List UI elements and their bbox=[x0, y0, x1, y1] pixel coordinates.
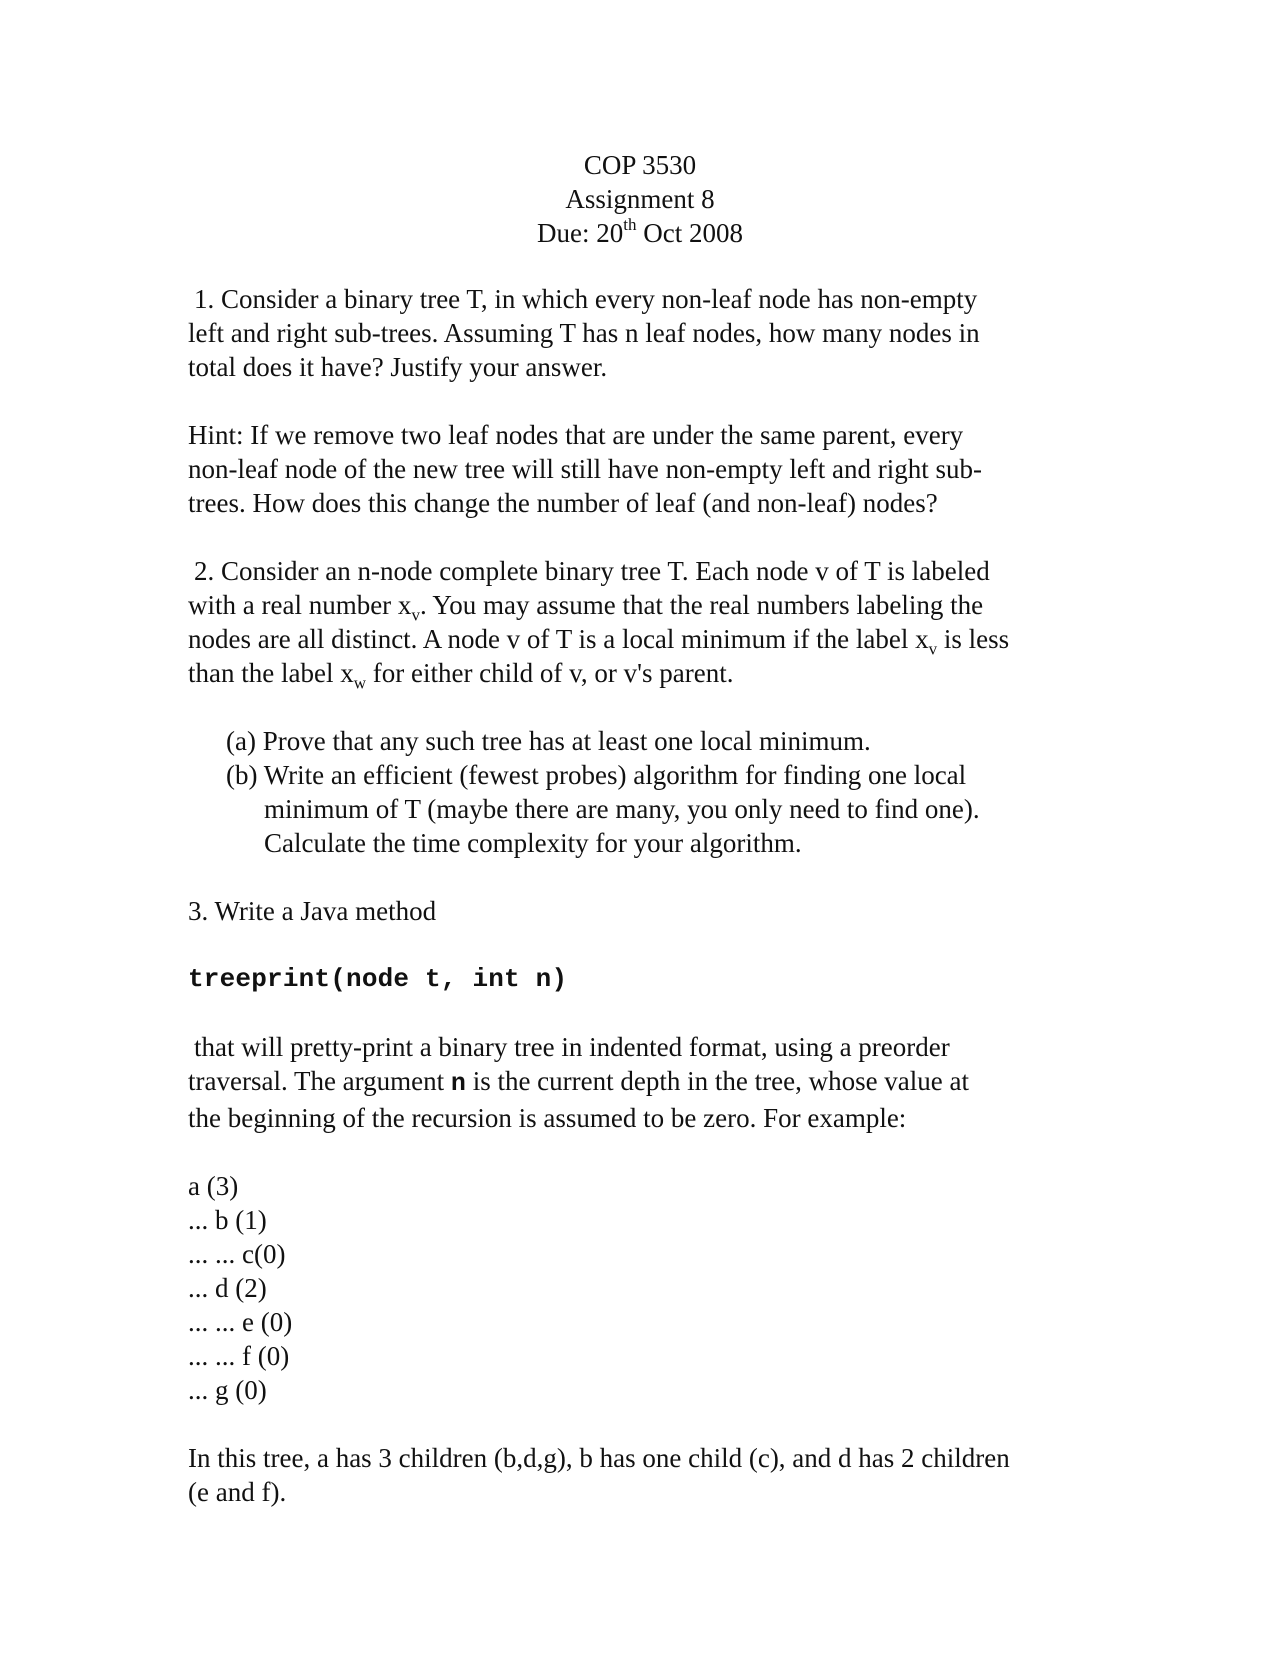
q2-subscript: v bbox=[411, 605, 420, 625]
q2-line bbox=[188, 622, 1108, 659]
due-date bbox=[0, 216, 1280, 250]
q3-closing: In this tree, a has 3 children (b,d,g), b has one child (c), and d has 2 children bbox=[188, 1443, 1010, 1473]
q1-line: total does it have? Justify your answer. bbox=[188, 352, 608, 382]
method-signature: treeprint(node t, int n) bbox=[188, 964, 568, 994]
assignment-title: Assignment 8 bbox=[565, 184, 715, 214]
part-text: Prove that any such tree has at least one local minimum. bbox=[262, 726, 871, 756]
part-label: (a) bbox=[226, 726, 256, 756]
question-2 bbox=[188, 554, 1108, 860]
document-body bbox=[188, 282, 1108, 1509]
part-text: Write an efficient (fewest probes) algorithm for finding one local bbox=[263, 760, 967, 790]
tree-line: ... d (2) bbox=[188, 1273, 267, 1303]
tree-line: ... ... f (0) bbox=[188, 1341, 290, 1371]
q2-part-b bbox=[226, 758, 1108, 792]
q2-text: is less bbox=[937, 624, 1010, 654]
due-superscript: th bbox=[623, 215, 637, 234]
tree-line: ... g (0) bbox=[188, 1375, 267, 1405]
q3-desc bbox=[188, 1064, 1108, 1101]
title-block bbox=[0, 148, 1280, 250]
q2-text: than the label x bbox=[188, 658, 354, 688]
q2-line bbox=[188, 656, 1108, 693]
question-1 bbox=[188, 282, 1108, 384]
tree-line: ... b (1) bbox=[188, 1205, 267, 1235]
q3-desc: the beginning of the recursion is assumed to be zero. For example: bbox=[188, 1103, 907, 1133]
q3-closing: (e and f). bbox=[188, 1477, 287, 1507]
q2-text: for either child of v, or v's parent. bbox=[365, 658, 734, 688]
q2-subparts bbox=[188, 724, 1108, 792]
hint-line: non-leaf node of the new tree will still have non-empty left and right sub- bbox=[188, 454, 983, 484]
tree-line: ... ... c(0) bbox=[188, 1239, 286, 1269]
q2-text: nodes are all distinct. A node v of T is a local minimum if the label x bbox=[188, 624, 929, 654]
q3-text: is the current depth in the tree, whose value at bbox=[465, 1066, 970, 1096]
hint-line: Hint: If we remove two leaf nodes that are under the same parent, every bbox=[188, 420, 964, 450]
due-prefix: Due: 20 bbox=[537, 218, 624, 248]
q2-text: with a real number x bbox=[188, 590, 412, 620]
q2-subscript: v bbox=[928, 639, 938, 659]
course-code: COP 3530 bbox=[583, 150, 697, 180]
tree-example bbox=[188, 1169, 1108, 1407]
q1-line: 1. Consider a binary tree T, in which every non-leaf node has non-empty bbox=[194, 284, 978, 314]
question-3 bbox=[188, 894, 1108, 1509]
q3-desc: that will pretty-print a binary tree in indented format, using a preorder bbox=[194, 1032, 950, 1062]
part-label: (b) bbox=[226, 760, 258, 790]
q2-line: 2. Consider an n-node complete binary tree T. Each node v of T is labeled bbox=[194, 556, 990, 586]
due-suffix: Oct 2008 bbox=[636, 218, 743, 248]
hint bbox=[188, 418, 1108, 520]
q2-part-b-cont: minimum of T (maybe there are many, you only need to find one). bbox=[264, 794, 980, 824]
inline-code: n bbox=[450, 1069, 466, 1098]
q2-subscript: w bbox=[353, 673, 366, 693]
q2-part-b-cont: Calculate the time complexity for your algorithm. bbox=[264, 828, 802, 858]
q2-text: . You may assume that the real numbers labeling the bbox=[419, 590, 984, 620]
q2-part-a bbox=[226, 724, 1108, 758]
hint-line: trees. How does this change the number of leaf (and non-leaf) nodes? bbox=[188, 488, 938, 518]
tree-line: ... ... e (0) bbox=[188, 1307, 293, 1337]
q3-intro: 3. Write a Java method bbox=[188, 896, 437, 926]
q3-text: traversal. The argument bbox=[188, 1066, 451, 1096]
q1-line: left and right sub-trees. Assuming T has n leaf nodes, how many nodes in bbox=[188, 318, 980, 348]
q2-line bbox=[188, 588, 1108, 625]
tree-line: a (3) bbox=[188, 1171, 239, 1201]
